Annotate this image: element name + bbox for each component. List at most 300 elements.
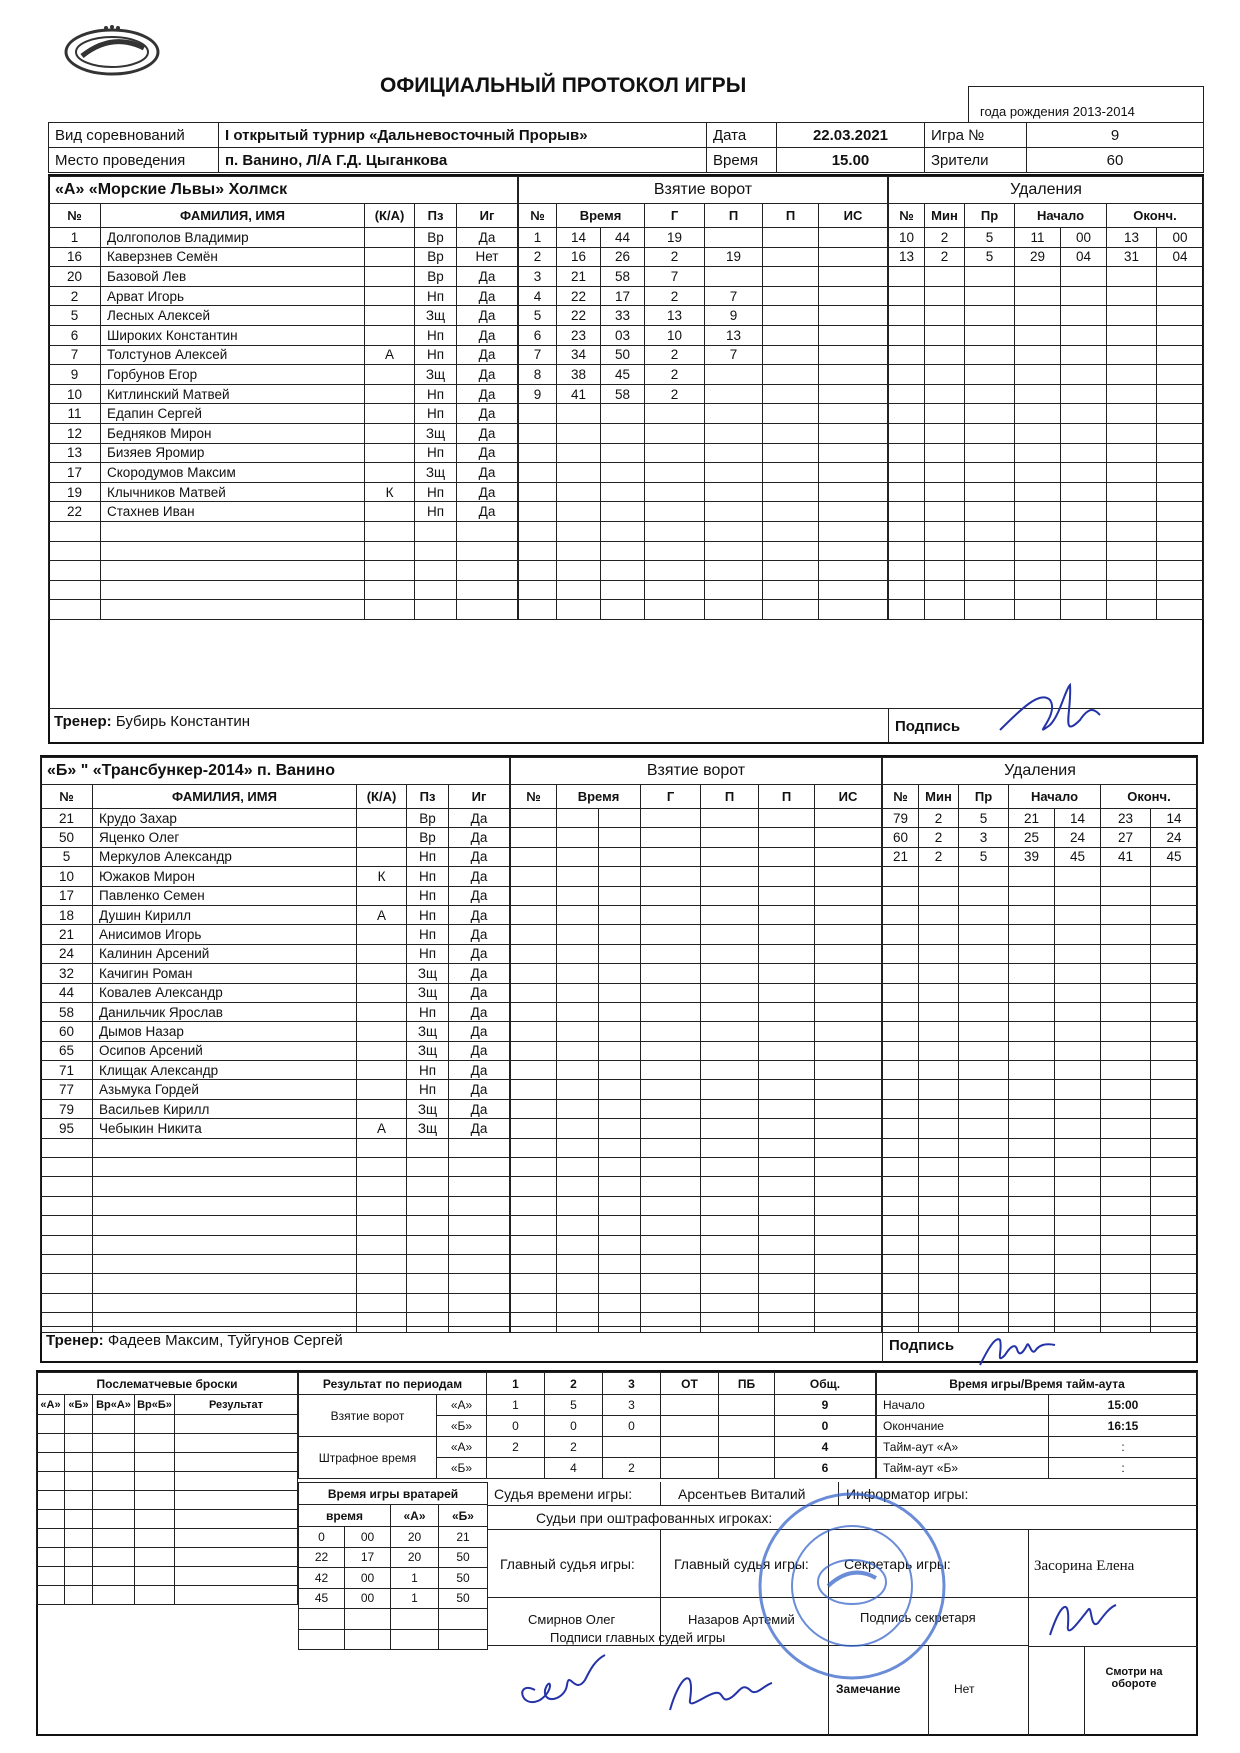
table-cell: Да bbox=[449, 1119, 510, 1138]
table-cell bbox=[815, 1099, 882, 1118]
table-cell: Стахнев Иван bbox=[101, 502, 365, 522]
table-cell: 00 bbox=[345, 1588, 391, 1609]
table-cell bbox=[1101, 1293, 1151, 1312]
period-value bbox=[661, 1416, 719, 1437]
table-cell bbox=[641, 1254, 701, 1273]
table-cell: Нп bbox=[415, 325, 457, 345]
table-cell bbox=[1061, 325, 1107, 345]
table-cell bbox=[1055, 1235, 1101, 1254]
table-cell bbox=[819, 541, 888, 561]
table-cell bbox=[557, 1177, 599, 1196]
team-b-goals-title: Взятие ворот bbox=[511, 758, 882, 785]
column-header: Оконч. bbox=[1107, 204, 1204, 228]
table-cell: 32 bbox=[41, 964, 93, 983]
time-value: 15.00 bbox=[777, 148, 925, 173]
table-cell bbox=[701, 1138, 759, 1157]
table-cell bbox=[407, 1235, 449, 1254]
table-cell bbox=[1151, 1041, 1198, 1060]
player-row bbox=[49, 423, 518, 443]
table-cell bbox=[641, 1158, 701, 1177]
penalty-row bbox=[883, 1274, 1198, 1293]
table-cell: Зщ bbox=[415, 463, 457, 483]
shootout-row bbox=[37, 1529, 298, 1548]
table-cell: Да bbox=[449, 964, 510, 983]
penbox-judges-label: Судьи при оштрафованных игроках: bbox=[536, 1510, 773, 1526]
table-cell: 5 bbox=[959, 847, 1009, 866]
table-cell: 2 bbox=[925, 228, 965, 248]
table-cell bbox=[1055, 1177, 1101, 1196]
table-cell bbox=[919, 1099, 959, 1118]
goal-row bbox=[511, 1158, 882, 1177]
table-cell bbox=[1009, 1061, 1055, 1080]
table-cell: А bbox=[357, 905, 407, 924]
table-cell: Арват Игорь bbox=[101, 286, 365, 306]
period-value: 0 bbox=[603, 1416, 661, 1437]
table-cell: А bbox=[365, 345, 415, 365]
table-cell: Нп bbox=[407, 867, 449, 886]
table-cell: 22 bbox=[299, 1547, 345, 1568]
table-cell bbox=[1151, 1002, 1198, 1021]
table-cell bbox=[889, 384, 925, 404]
table-cell bbox=[759, 809, 815, 828]
table-cell bbox=[49, 600, 101, 620]
table-cell bbox=[37, 1567, 65, 1586]
table-cell bbox=[701, 1274, 759, 1293]
table-cell bbox=[365, 228, 415, 248]
table-cell bbox=[641, 964, 701, 983]
column-header: № bbox=[883, 785, 919, 809]
table-cell bbox=[815, 1022, 882, 1041]
table-cell: Да bbox=[449, 1041, 510, 1060]
table-cell bbox=[759, 983, 815, 1002]
shootout-row bbox=[37, 1510, 298, 1529]
table-cell bbox=[407, 1196, 449, 1215]
table-cell bbox=[511, 1235, 557, 1254]
table-cell bbox=[557, 1196, 599, 1215]
table-cell: 3 bbox=[519, 267, 557, 287]
table-cell bbox=[1055, 1196, 1101, 1215]
table-cell bbox=[357, 1177, 407, 1196]
table-cell: 9 bbox=[705, 306, 763, 326]
table-cell bbox=[883, 944, 919, 963]
table-cell: Нп bbox=[407, 925, 449, 944]
table-cell bbox=[49, 580, 101, 600]
table-cell bbox=[705, 600, 763, 620]
table-cell bbox=[759, 1080, 815, 1099]
table-cell bbox=[883, 867, 919, 886]
table-cell bbox=[457, 600, 518, 620]
table-cell bbox=[457, 561, 518, 581]
table-cell: 4 bbox=[519, 286, 557, 306]
table-cell bbox=[357, 944, 407, 963]
referees-block bbox=[488, 1482, 1198, 1736]
table-cell bbox=[357, 983, 407, 1002]
table-cell bbox=[1157, 463, 1204, 483]
table-cell bbox=[701, 905, 759, 924]
table-cell bbox=[511, 1138, 557, 1157]
table-cell: 2 bbox=[919, 809, 959, 828]
table-cell bbox=[1157, 502, 1204, 522]
table-cell bbox=[763, 541, 819, 561]
table-cell bbox=[65, 1529, 93, 1548]
table-cell: 42 bbox=[299, 1568, 345, 1589]
column-header: (К/А) bbox=[357, 785, 407, 809]
table-cell bbox=[65, 1567, 93, 1586]
table-cell: 20 bbox=[391, 1527, 439, 1548]
table-cell bbox=[1055, 964, 1101, 983]
table-cell: 21 bbox=[439, 1527, 488, 1548]
penalty-row bbox=[883, 1216, 1198, 1235]
table-cell: Зщ bbox=[407, 1099, 449, 1118]
table-cell: 7 bbox=[645, 267, 705, 287]
see-back-note: Смотри на обороте bbox=[1105, 1666, 1163, 1690]
table-cell bbox=[819, 228, 888, 248]
table-cell bbox=[41, 1158, 93, 1177]
table-cell bbox=[93, 1216, 357, 1235]
table-cell bbox=[889, 423, 925, 443]
table-cell bbox=[65, 1415, 93, 1434]
table-cell bbox=[599, 1099, 641, 1118]
table-cell bbox=[1107, 463, 1157, 483]
table-cell bbox=[1009, 905, 1055, 924]
table-cell: 19 bbox=[705, 247, 763, 267]
player-row bbox=[41, 983, 510, 1002]
table-cell bbox=[1055, 1080, 1101, 1099]
table-cell bbox=[1151, 1022, 1198, 1041]
table-cell bbox=[645, 443, 705, 463]
table-cell: 1 bbox=[49, 228, 101, 248]
game-time-title: Время игры/Время тайм-аута bbox=[877, 1373, 1198, 1395]
table-cell bbox=[925, 306, 965, 326]
table-cell bbox=[763, 580, 819, 600]
team-b-coach-row bbox=[40, 1326, 882, 1362]
table-cell bbox=[763, 325, 819, 345]
column-header: Оконч. bbox=[1101, 785, 1198, 809]
table-cell: 79 bbox=[41, 1099, 93, 1118]
table-cell bbox=[599, 1158, 641, 1177]
table-cell bbox=[557, 886, 599, 905]
table-cell bbox=[1101, 1002, 1151, 1021]
table-cell bbox=[819, 482, 888, 502]
player-row bbox=[49, 325, 518, 345]
goal-row bbox=[519, 502, 888, 522]
table-cell: 44 bbox=[601, 228, 645, 248]
table-cell bbox=[815, 1061, 882, 1080]
table-cell: 22 bbox=[557, 306, 601, 326]
table-cell bbox=[959, 886, 1009, 905]
table-cell: Нп bbox=[407, 1061, 449, 1080]
table-cell bbox=[357, 886, 407, 905]
ref-2-name: Назаров Артемий bbox=[688, 1612, 795, 1627]
table-cell: 03 bbox=[601, 325, 645, 345]
table-cell bbox=[645, 502, 705, 522]
penalty-row bbox=[889, 580, 1204, 600]
table-cell bbox=[519, 600, 557, 620]
header-table bbox=[48, 122, 1204, 173]
table-cell bbox=[1015, 325, 1061, 345]
player-row bbox=[49, 561, 518, 581]
table-cell bbox=[959, 983, 1009, 1002]
table-cell: 21 bbox=[557, 267, 601, 287]
table-cell bbox=[511, 867, 557, 886]
goal-row bbox=[519, 580, 888, 600]
table-cell bbox=[705, 404, 763, 424]
goal-row bbox=[519, 541, 888, 561]
table-cell bbox=[1151, 1274, 1198, 1293]
table-cell bbox=[641, 983, 701, 1002]
goal-row bbox=[511, 944, 882, 963]
table-cell bbox=[925, 267, 965, 287]
table-cell bbox=[759, 886, 815, 905]
table-cell bbox=[299, 1629, 345, 1650]
main-ref-2-label: Главный судья игры: bbox=[674, 1556, 809, 1572]
table-cell: 22 bbox=[557, 286, 601, 306]
table-cell bbox=[1101, 1274, 1151, 1293]
table-cell bbox=[511, 905, 557, 924]
table-cell bbox=[763, 286, 819, 306]
table-cell bbox=[819, 502, 888, 522]
player-row bbox=[41, 1254, 510, 1273]
table-cell bbox=[701, 983, 759, 1002]
goal-row bbox=[511, 809, 882, 828]
table-cell: 24 bbox=[1151, 828, 1198, 847]
table-cell bbox=[1107, 482, 1157, 502]
table-cell bbox=[641, 1138, 701, 1157]
table-cell bbox=[357, 1002, 407, 1021]
column-header: ИС bbox=[819, 204, 888, 228]
period-value: 2 bbox=[545, 1437, 603, 1458]
table-cell bbox=[889, 443, 925, 463]
player-row bbox=[41, 1158, 510, 1177]
table-cell bbox=[701, 1235, 759, 1254]
period-value bbox=[719, 1458, 775, 1479]
table-cell bbox=[93, 1472, 135, 1491]
table-cell: 10 bbox=[49, 384, 101, 404]
table-cell bbox=[1157, 521, 1204, 541]
column-header: Вр«А» bbox=[93, 1395, 135, 1415]
table-cell bbox=[959, 1196, 1009, 1215]
table-cell bbox=[965, 580, 1015, 600]
table-cell bbox=[601, 580, 645, 600]
table-cell bbox=[759, 1216, 815, 1235]
table-cell bbox=[919, 867, 959, 886]
table-cell bbox=[701, 1158, 759, 1177]
table-cell: 5 bbox=[519, 306, 557, 326]
table-cell bbox=[511, 1099, 557, 1118]
table-cell: Крудо Захар bbox=[93, 809, 357, 828]
penalty-row bbox=[889, 541, 1204, 561]
table-cell bbox=[439, 1609, 488, 1630]
table-cell: Лесных Алексей bbox=[101, 306, 365, 326]
table-cell: 18 bbox=[41, 905, 93, 924]
table-cell bbox=[511, 1254, 557, 1273]
shootout-header-row bbox=[37, 1395, 298, 1415]
table-cell: Нп bbox=[407, 847, 449, 866]
table-cell: Да bbox=[457, 443, 518, 463]
table-cell bbox=[391, 1609, 439, 1630]
table-cell bbox=[889, 306, 925, 326]
table-cell: 19 bbox=[49, 482, 101, 502]
table-cell bbox=[175, 1567, 298, 1586]
timeout-b-value: : bbox=[1049, 1458, 1198, 1479]
table-cell bbox=[959, 1002, 1009, 1021]
table-cell: Ковалев Александр bbox=[93, 983, 357, 1002]
column-header: № bbox=[519, 204, 557, 228]
table-cell bbox=[557, 1138, 599, 1157]
table-cell: Долгополов Владимир bbox=[101, 228, 365, 248]
table-cell bbox=[365, 423, 415, 443]
table-cell bbox=[457, 541, 518, 561]
period-value bbox=[661, 1458, 719, 1479]
column-header: П bbox=[763, 204, 819, 228]
table-cell bbox=[819, 521, 888, 541]
table-cell bbox=[815, 1196, 882, 1215]
table-cell: 0 bbox=[299, 1527, 345, 1548]
table-cell: 38 bbox=[557, 365, 601, 385]
table-cell: Зщ bbox=[407, 1022, 449, 1041]
table-cell: Васильев Кирилл bbox=[93, 1099, 357, 1118]
table-cell bbox=[815, 1080, 882, 1099]
table-cell bbox=[959, 1022, 1009, 1041]
table-cell: 20 bbox=[49, 267, 101, 287]
table-cell bbox=[925, 521, 965, 541]
column-header: ОТ bbox=[661, 1373, 719, 1395]
table-cell bbox=[1009, 925, 1055, 944]
table-cell bbox=[819, 404, 888, 424]
table-cell bbox=[965, 463, 1015, 483]
table-cell bbox=[557, 1119, 599, 1138]
table-cell bbox=[1015, 443, 1061, 463]
column-header: «Б» bbox=[65, 1395, 93, 1415]
table-cell: Зщ bbox=[415, 365, 457, 385]
table-cell bbox=[965, 306, 1015, 326]
table-cell bbox=[519, 580, 557, 600]
table-cell bbox=[815, 867, 882, 886]
table-cell bbox=[41, 1254, 93, 1273]
table-cell: 8 bbox=[519, 365, 557, 385]
player-row bbox=[49, 267, 518, 287]
table-cell bbox=[701, 847, 759, 866]
table-cell bbox=[357, 828, 407, 847]
table-cell: 5 bbox=[959, 809, 1009, 828]
table-cell: Зщ bbox=[415, 423, 457, 443]
column-header: ИС bbox=[815, 785, 882, 809]
goal-row bbox=[511, 867, 882, 886]
table-cell bbox=[407, 1254, 449, 1273]
table-cell bbox=[357, 1099, 407, 1118]
table-cell: 95 bbox=[41, 1119, 93, 1138]
table-cell bbox=[1061, 541, 1107, 561]
table-cell: 1 bbox=[391, 1568, 439, 1589]
table-cell bbox=[407, 1293, 449, 1312]
table-cell bbox=[175, 1453, 298, 1472]
table-cell bbox=[815, 886, 882, 905]
table-cell bbox=[93, 1567, 135, 1586]
table-cell: 2 bbox=[645, 345, 705, 365]
table-cell bbox=[815, 847, 882, 866]
table-cell bbox=[1015, 423, 1061, 443]
table-cell bbox=[965, 423, 1015, 443]
table-cell bbox=[519, 443, 557, 463]
table-cell bbox=[557, 1293, 599, 1312]
table-cell bbox=[889, 580, 925, 600]
table-cell bbox=[49, 561, 101, 581]
table-cell bbox=[511, 925, 557, 944]
table-cell bbox=[641, 1216, 701, 1235]
table-cell: Зщ bbox=[415, 306, 457, 326]
goal-row bbox=[511, 1216, 882, 1235]
table-cell: 7 bbox=[519, 345, 557, 365]
table-cell bbox=[759, 1274, 815, 1293]
table-cell bbox=[919, 1293, 959, 1312]
column-header: 2 bbox=[545, 1373, 603, 1395]
table-cell bbox=[407, 1138, 449, 1157]
table-cell bbox=[1157, 580, 1204, 600]
goalie-time-table bbox=[298, 1482, 488, 1650]
table-cell bbox=[1107, 365, 1157, 385]
table-cell: Да bbox=[457, 325, 518, 345]
goal-row bbox=[511, 1138, 882, 1157]
table-cell: Зщ bbox=[407, 1119, 449, 1138]
table-cell bbox=[41, 1196, 93, 1215]
table-cell bbox=[641, 925, 701, 944]
goal-row bbox=[511, 1099, 882, 1118]
table-cell bbox=[965, 502, 1015, 522]
player-row bbox=[49, 228, 518, 248]
table-cell bbox=[705, 541, 763, 561]
table-cell: Каверзнев Семён bbox=[101, 247, 365, 267]
goalie-time-row bbox=[299, 1609, 488, 1630]
table-cell bbox=[93, 1235, 357, 1254]
team-a-goals bbox=[518, 176, 888, 620]
table-cell: 25 bbox=[1009, 828, 1055, 847]
penalty-header-row bbox=[889, 204, 1204, 228]
column-header: П bbox=[705, 204, 763, 228]
penalty-row bbox=[883, 828, 1198, 847]
table-cell bbox=[889, 541, 925, 561]
table-cell bbox=[365, 541, 415, 561]
penalty-row bbox=[883, 1196, 1198, 1215]
table-cell: Павленко Семен bbox=[93, 886, 357, 905]
table-cell bbox=[759, 1002, 815, 1021]
table-cell bbox=[925, 404, 965, 424]
table-cell bbox=[1009, 1196, 1055, 1215]
table-cell bbox=[925, 482, 965, 502]
table-cell bbox=[41, 1177, 93, 1196]
table-cell bbox=[511, 1022, 557, 1041]
table-cell: Нп bbox=[407, 944, 449, 963]
table-cell bbox=[93, 1548, 135, 1567]
table-cell bbox=[1061, 365, 1107, 385]
goal-row bbox=[511, 1119, 882, 1138]
table-cell bbox=[959, 1177, 1009, 1196]
table-cell: Нп bbox=[415, 502, 457, 522]
table-cell bbox=[815, 828, 882, 847]
table-cell: 13 bbox=[1107, 228, 1157, 248]
column-header: Мин bbox=[925, 204, 965, 228]
table-cell bbox=[889, 600, 925, 620]
table-cell bbox=[1055, 1158, 1101, 1177]
table-cell bbox=[357, 809, 407, 828]
table-cell: 10 bbox=[889, 228, 925, 248]
table-cell bbox=[519, 541, 557, 561]
table-cell: 21 bbox=[41, 809, 93, 828]
table-cell bbox=[1009, 1254, 1055, 1273]
informer-label: Информатор игры: bbox=[846, 1486, 969, 1502]
goal-row bbox=[511, 905, 882, 924]
table-cell bbox=[705, 561, 763, 581]
table-cell bbox=[407, 1177, 449, 1196]
